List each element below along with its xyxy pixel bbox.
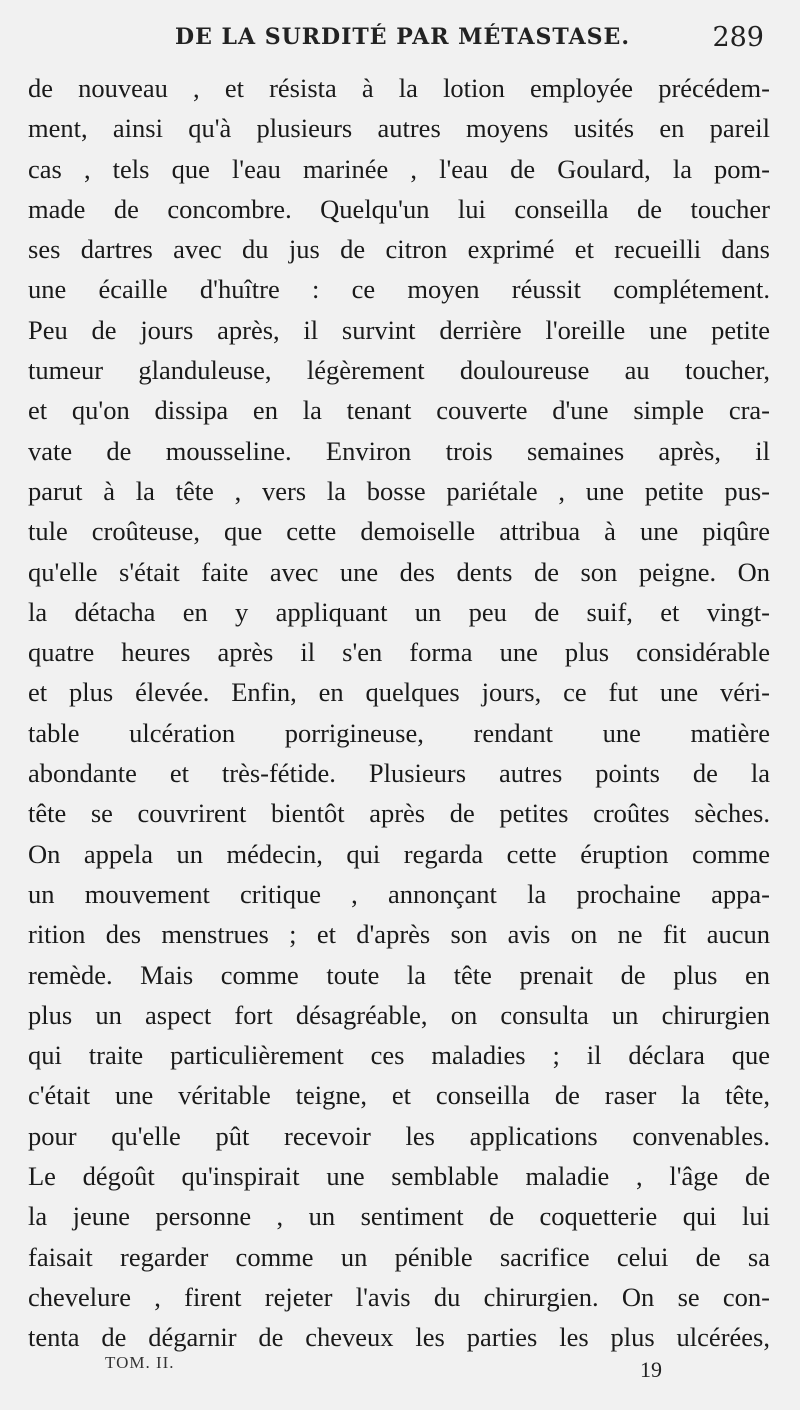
text-line: et plus élevée. Enfin, en quelques jours, ce fut une véri- [28,677,770,708]
text-line: parut à la tête , vers la bosse pariétale , une petite pus- [28,475,770,506]
page-number: 289 [712,22,764,53]
text-line: quatre heures après il s'en forma une plus considérable [28,637,770,668]
text-line: abondante et très-fétide. Plusieurs autres points de la [28,758,770,789]
text-line: On appela un médecin, qui regarda cette éruption comme [28,838,770,869]
volume-signature: TOM. II. [105,1353,175,1372]
text-line: remède. Mais comme toute la tête prenait de plus en [28,959,770,990]
text-line: Le dégoût qu'inspirait une semblable maladie , l'âge de [28,1161,770,1192]
text-line: rition des menstrues ; et d'après son avis on ne fit aucun [28,919,770,950]
text-line: cas , tels que l'eau marinée , l'eau de Goulard, la pom- [28,153,770,184]
gathering-number: 19 [640,1357,662,1382]
text-line: c'était une véritable teigne, et conseilla de raser la tête, [28,1080,770,1111]
text-line: une écaille d'huître : ce moyen réussit complétement. [28,274,770,305]
text-line: la détacha en y appliquant un peu de suif, et vingt- [28,596,770,627]
text-line: chevelure , firent rejeter l'avis du chirurgien. On se con- [28,1281,770,1312]
text-line: faisait regarder comme un pénible sacrifice celui de sa [28,1241,770,1272]
text-line: tenta de dégarnir de cheveux les parties les plus ulcérées, [28,1322,770,1353]
text-line: ment, ainsi qu'à plusieurs autres moyens usités en pareil [28,113,770,144]
text-line: la jeune personne , un sentiment de coquetterie qui lui [28,1201,770,1232]
text-line: pour qu'elle pût recevoir les applications convenables. [28,1120,770,1151]
text-line: tête se couvrirent bientôt après de petites croûtes sèches. [28,798,770,829]
text-line: Peu de jours après, il survint derrière l'oreille une petite [28,314,770,345]
text-line: qui traite particulièrement ces maladies ; il déclara que [28,1040,770,1071]
text-line: de nouveau , et résista à la lotion employée précédem- [28,73,770,103]
text-line: table ulcération porrigineuse, rendant une matière [28,717,770,748]
text-line: tule croûteuse, que cette demoiselle attribua à une piqûre [28,516,770,547]
text-line: et qu'on dissipa en la tenant couverte d'une simple cra- [28,395,770,426]
body-text [28,68,770,1358]
text-line: made de concombre. Quelqu'un lui conseilla de toucher [28,193,770,224]
running-title: DE LA SURDITÉ PAR MÉTASTASE. [175,24,630,50]
text-line: un mouvement critique , annonçant la prochaine appa- [28,878,770,909]
text-line: qu'elle s'était faite avec une des dents de son peigne. On [28,556,770,587]
text-line: plus un aspect fort désagréable, on consulta un chirurgien [28,999,770,1030]
page-header [28,22,770,58]
text-line: ses dartres avec du jus de citron exprimé et recueilli dans [28,234,770,265]
text-line: tumeur glanduleuse, légèrement douloureuse au toucher, [28,355,770,386]
text-line: vate de mousseline. Environ trois semaines après, il [28,435,770,466]
